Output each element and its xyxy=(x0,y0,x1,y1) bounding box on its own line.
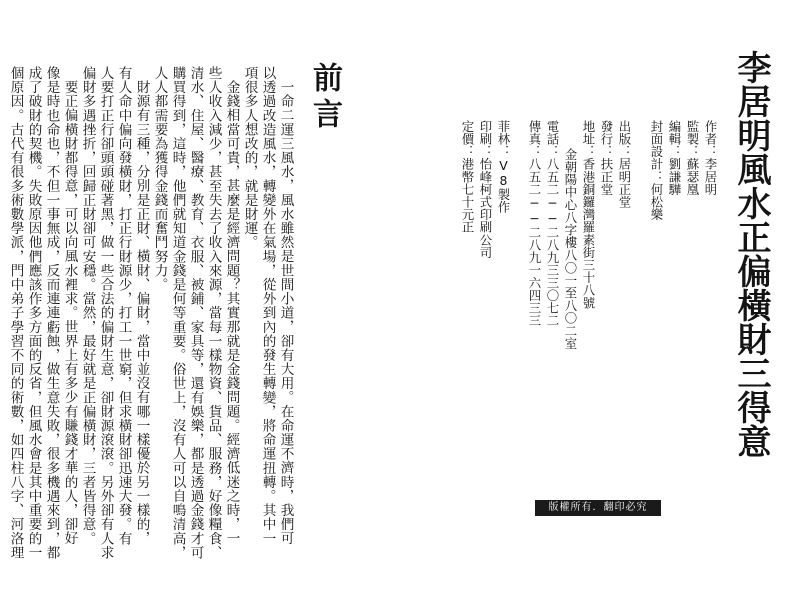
foreword-column: 項很多人想改的，就是財運。 xyxy=(241,66,258,250)
foreword-column: 成了破財的契機。失敗原因他們應該作多方面的反省，但風水會是其中重要的一 xyxy=(25,66,42,560)
publisher-address-line2: 金朝陽中心八字樓八〇一至八〇二室 xyxy=(563,148,578,350)
foreword-column: 金錢相當可貴，甚麼是經濟問題？其實那就是金錢問題。經濟低迷之時，一 xyxy=(223,80,240,546)
publisher-name: 出版：居明正堂 xyxy=(617,120,632,209)
credit-supervisor: 監製：蘇瑟凰 xyxy=(685,120,700,196)
price: 定價：港幣七十元正 xyxy=(460,120,475,234)
foreword-column: 購買得到，這時，他們就知道金錢是何等重要。俗世上，沒有人可以自鳴清高， xyxy=(169,66,186,560)
foreword-column: 清水、住屋、醫療、教育、衣服、被鋪、家具等，還有娛樂，都是透過金錢才可 xyxy=(187,66,204,560)
foreword-column: 一命二運三風水，風水雖然是世間小道，卻有大用。在命運不濟時，我們可 xyxy=(277,80,294,546)
distributor-name: 發行：扶正堂 xyxy=(599,120,614,196)
publisher-fax: 傳真：八五二──二八九一六四三三 xyxy=(527,120,542,327)
foreword-column: 偏財多遇挫折，回歸正財卻可安穩。當然，最好就是正偏橫財，三者皆得意。 xyxy=(79,66,96,546)
foreword-column: 以透過改造風水，轉變外在氣場，從外到內的發生轉變，將命運扭轉。其中一 xyxy=(259,66,276,546)
foreword-column: 人人都需要為獲得金錢而奮鬥努力。 xyxy=(151,66,168,292)
foreword-column: 要正偏橫財都得意，可以向風水裡求。世界上有多少有賺錢才華的人，卻好 xyxy=(61,80,78,546)
foreword-heading: 前言 xyxy=(307,62,342,134)
book-title: 李居明風水正偏橫財三得意 xyxy=(731,50,771,458)
publisher-phone: 電話：八五二──二八九三三〇七二 xyxy=(545,120,560,327)
publisher-address: 地址：香港銅鑼灣羅素街三十八號 xyxy=(581,120,596,309)
copyright-notice: 版權所有．翻印必究 xyxy=(535,500,661,516)
foreword-column: 個原因。古代有很多術數學派，門中弟子學習不同的術數，如四柱八字、河洛理 xyxy=(7,66,24,560)
credit-editor: 編輯：劉謙驊 xyxy=(667,120,682,196)
foreword-column: 些人收入減少，甚至失去了收入來源，當每一樣物資、貨品、服務，好像糧食、 xyxy=(205,66,222,560)
foreword-column: 人要打正行卻頭頭碰著黑，做一些合法的偏財生意，卻財源滾滾。另外卻有人求 xyxy=(97,66,114,560)
credit-cover-design: 封面設計：何松樂 xyxy=(649,120,664,221)
film-credit: 菲林：V8製作 xyxy=(496,120,511,214)
credit-author: 作者：李居明 xyxy=(703,120,718,196)
foreword-column: 像是時也命也，不但一事無成，反而連連虧蝕，做生意失敗，很多機遇來到，都 xyxy=(43,66,60,560)
printer-credit: 印刷：怡峰柯式印刷公司 xyxy=(478,120,493,259)
foreword-column: 有人命中偏向發橫財，打正行財源少，打工一世窮，但求橫財卻迅速大發。有 xyxy=(115,66,132,546)
foreword-column: 財源有三種，分別是正財、橫財、偏財，當中並沒有哪一樣優於另一樣的， xyxy=(133,80,150,546)
